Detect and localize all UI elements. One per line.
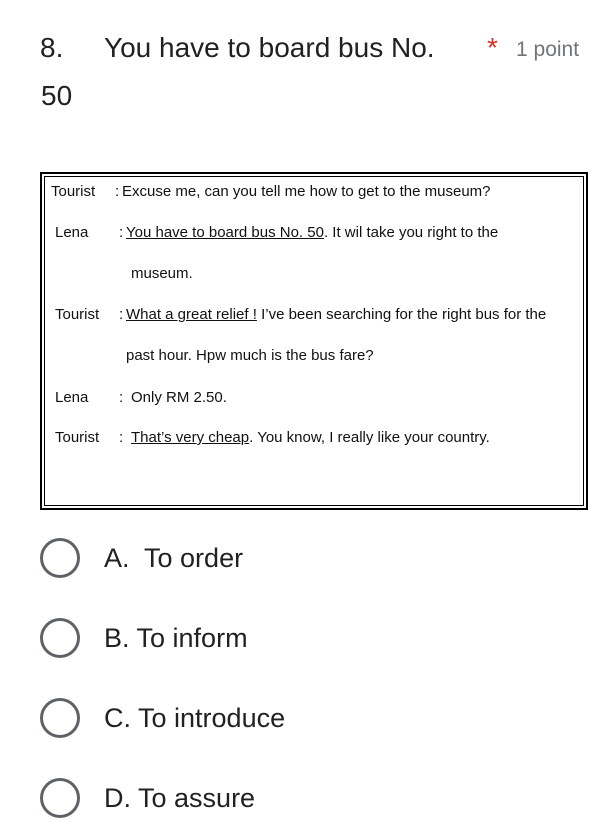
dialogue-colon: : [119, 224, 124, 241]
option-a[interactable] [40, 538, 580, 582]
dialogue-colon: : [119, 389, 124, 406]
option-label[interactable]: A. To order [104, 543, 244, 573]
radio-button[interactable] [40, 698, 80, 738]
dialogue-text [126, 224, 498, 242]
radio-button[interactable] [40, 618, 80, 658]
dialogue-underlined: You have to board bus No. 50 [126, 224, 324, 241]
option-label[interactable]: C. To introduce [104, 703, 286, 733]
dialogue-image [40, 172, 588, 510]
dialogue-rest: I’ve been searching for the right bus for the [256, 306, 547, 323]
dialogue-text: Excuse me, can you tell me how to get to the museum? [122, 183, 491, 200]
dialogue-text: museum. [131, 265, 193, 282]
dialogue-text [131, 429, 490, 447]
question-title-continued: 50 [41, 80, 73, 111]
dialogue-colon: : [115, 183, 120, 200]
dialogue-speaker: Lena [55, 224, 89, 241]
dialogue-colon: : [119, 306, 124, 323]
option-label[interactable]: D. To assure [104, 783, 256, 813]
radio-button[interactable] [40, 778, 80, 818]
question-title: You have to board bus No. [104, 32, 435, 63]
dialogue-text [126, 306, 546, 324]
dialogue-speaker: Tourist [51, 183, 96, 200]
question-number: 8. [40, 32, 64, 63]
dialogue-colon: : [119, 429, 124, 446]
dialogue-speaker: Tourist [55, 429, 100, 446]
dialogue-speaker: Tourist [55, 306, 100, 323]
radio-button[interactable] [40, 538, 80, 578]
question-points: 1 point [516, 38, 580, 61]
dialogue-text: Only RM 2.50. [131, 389, 227, 406]
dialogue-rest: . You know, I really like your country. [249, 429, 490, 446]
dialogue-underlined: That’s very cheap [131, 429, 250, 446]
option-label[interactable]: B. To inform [104, 623, 248, 653]
option-c[interactable] [40, 698, 580, 742]
dialogue-frame [44, 176, 584, 506]
option-b[interactable] [40, 618, 580, 662]
dialogue-text: past hour. Hpw much is the bus fare? [126, 347, 374, 364]
required-asterisk: * [487, 32, 498, 63]
dialogue-speaker: Lena [55, 389, 89, 406]
dialogue-underlined: What a great relief ! [126, 306, 257, 323]
dialogue-rest: . It wil take you right to the [323, 224, 499, 241]
option-d[interactable] [40, 778, 580, 822]
